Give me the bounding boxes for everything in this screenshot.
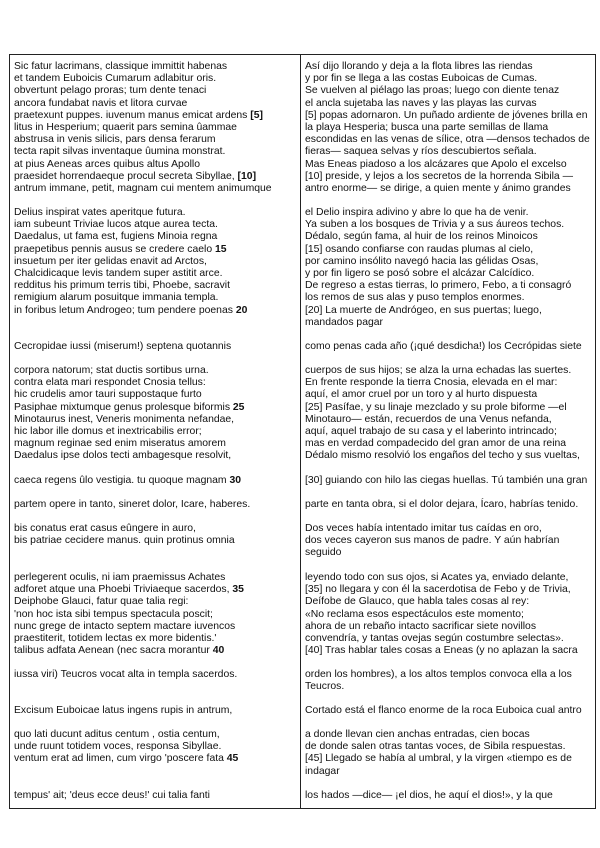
latin-line: nunc grege de intacto septem mactare iuvencos [14,620,236,632]
spanish-line: En frente responde la tierra Cnosia, elevada en el mar: [305,377,558,389]
latin-line: contra elata mari respondet Cnosia tellus: [14,377,206,389]
latin-line: corpora natorum; stat ductis sortibus urna. [14,365,209,376]
spanish-line: parte en tanta obra, si el dolor dejara, Ícaro, habrías tenido. [305,499,579,510]
spanish-line: los remos de sus alas y puso templos enormes. [305,292,525,304]
latin-line: 'non hoc ista sibi tempus spectacula poscit; [14,608,213,620]
latin-segment [14,499,296,511]
spanish-line: orden los hombres), a los altos templos convoca ella a los Teucros. [305,669,572,693]
spanish-line: Mas Eneas piadoso a los alcázares que Apolo el excelso [305,158,567,170]
latin-line: Cecropidae iussi (miserum!) septena quotannis [14,341,232,352]
latin-line: litus in Hesperium; quaerit pars semina ûammae [14,122,237,134]
spanish-column [301,55,596,809]
segment-gap [305,657,591,669]
spanish-line: el ancla sujetaba las naves y las playas las curvas [305,97,537,109]
segment-gap [14,560,296,572]
spanish-line: dos veces cayeron sus manos de padre. Y aún habrían seguido [305,535,560,559]
spanish-line: Deífobe de Glauco, que habla tales cosas al rey: [305,596,530,608]
spanish-line: Cortado está el flanco enorme de la roca Euboica cual antro [305,705,582,716]
verse-number: 35 [232,584,244,596]
latin-line: tecta rapit silvas inventaque ûumina monstrat. [14,146,226,158]
spanish-line: leyendo todo con sus ojos, si Acates ya, enviado delante, [305,572,569,583]
spanish-line: convendría, y tantas ovejas según costumbre selectas». [305,633,564,645]
verse-number: [5] [250,109,263,121]
segment-gap [14,329,296,341]
verse-number: 45 [226,753,239,765]
segment-gap [305,778,591,790]
spanish-segment [305,341,591,353]
segment-gap [14,657,296,669]
latin-line: Deiphobe Glauci, fatur quae talia regi: [14,596,189,608]
segment-gap [14,717,296,729]
latin-segment [14,705,296,717]
latin-line: Minotaurus inest, Veneris monimenta nefandae, [14,413,235,425]
spanish-line: aquí, el amor cruel por un toro y al hurto dispuesta [305,389,538,401]
latin-segment [14,61,296,195]
text-row [10,55,596,809]
latin-line: iussa viri) Teucros vocat alta in templa sacerdos. [14,669,238,680]
spanish-line: como penas cada año (¡qué desdicha!) los Cecrópidas siete [305,341,582,352]
latin-line: at pius Aeneas arces quibus altus Apollo [14,158,201,170]
spanish-line: y por fin se llega a las costas Euboicas de Cumas. [305,73,538,85]
segment-gap [305,353,591,365]
spanish-line: Así dijo llorando y deja a la flota libres las riendas [305,61,533,72]
spanish-line: de donde salen otras tantas voces, de Sibila respuestas. [305,741,566,753]
segment-gap [305,511,591,523]
spanish-line: Se vuelven al piélago las proas; luego con diente tenaz [305,85,560,97]
segment-gap [305,329,591,341]
latin-column [10,55,301,809]
latin-line: Sic fatur lacrimans, classique immittit habenas [14,61,228,72]
segment-gap [305,487,591,499]
spanish-line: [10] preside, y lejos a los secretos de la horrenda Sibila —antro enorme— se dirige, a quien mente y ánimo grandes [305,170,573,195]
latin-line: praepetibus pennis ausus se credere caelo 15 [14,243,227,255]
latin-line: quo lati ducunt aditus centum , ostia centum, [14,729,220,740]
spanish-line: [20] La muerte de Andrógeo, en sus puertas; luego, mandados pagar [305,304,542,328]
latin-line: praesidet horrendaeque procul secreta Sibyllae, [10] [14,170,257,182]
segment-gap [305,463,591,475]
document-page [9,54,589,809]
latin-line: Chalcidicaque levis tandem super astitit arce. [14,268,223,280]
latin-line: Excisum Euboicae latus ingens rupis in antrum, [14,705,233,716]
latin-line: perlegerent oculis, ni iam praemissus Achates [14,572,226,583]
spanish-segment [305,61,591,195]
spanish-line: «No reclama esos espectáculos este momento; [305,608,524,620]
latin-line: caeca regens ûlo vestigia. tu quoque magnam 30 [14,475,242,486]
spanish-segment [305,207,591,329]
segment-gap [305,195,591,207]
latin-line: bis conatus erat casus eûngere in auro, [14,523,196,534]
spanish-line: [40] Tras hablar tales cosas a Eneas (y no aplazan la sacra [305,645,578,657]
spanish-line: a donde llevan cien anchas entradas, cien bocas [305,729,530,740]
spanish-segment [305,365,591,463]
spanish-line: Dédalo mismo resolvió los engaños del techo y sus vueltas, [305,450,580,462]
latin-line: partem opere in tanto, sineret dolor, Icare, haberes. [14,499,251,510]
spanish-segment [305,475,591,487]
latin-line: obvertunt pelago proras; tum dente tenaci [14,85,207,97]
spanish-line: el Delio inspira adivino y abre lo que ha de venir. [305,207,529,218]
latin-line: magnum reginae sed enim miseratus amorem [14,438,226,450]
segment-gap [14,487,296,499]
latin-line: abstrusa in venis silicis, pars densa ferarum [14,134,216,146]
spanish-line: aquí, aquel trabajo de su casa y el laberinto intrincado; [305,426,557,438]
verse-number: 25 [232,401,245,413]
spanish-line: mas en verdad compadecido del gran amor de una reina [305,438,567,450]
verse-number: [10] [237,170,257,182]
segment-gap [14,195,296,207]
latin-line: praetexunt puppes. iuvenum manus emicat ardens [5] [14,109,263,121]
spanish-line: Dos veces había intentado imitar tus caídas en oro, [305,523,542,534]
spanish-line: Dédalo, según fama, al huir de los reinos Minoicos [305,231,538,243]
spanish-line: [15] osando confiarse con raudas plumas al cielo, [305,243,534,255]
spanish-line: por camino insólito navegó hacia las gélidas Osas, [305,255,539,267]
spanish-line: [30] guiando con hilo las ciegas huellas. Tú también una gran [305,475,588,486]
verse-number: 30 [229,475,242,486]
latin-line: adforet atque una Phoebi Triviaeque sacerdos, 35 [14,584,244,596]
latin-segment [14,207,296,329]
spanish-segment [305,705,591,717]
segment-gap [305,560,591,572]
latin-line: Daedalus, ut fama est, fugiens Minoia regna [14,231,218,243]
spanish-line: [35] no llegara y con él la sacerdotisa de Febo y de Trivia, [305,584,571,596]
latin-segment [14,729,296,778]
bilingual-table [9,54,596,809]
segment-gap [305,693,591,705]
spanish-line: y por fin ligero se posó sobre el alcázar Calcídico. [305,268,535,280]
spanish-line: [5] popas adornaron. Un puñado ardiente de jóvenes brilla en la playa Hesperia; busca una parte semillas de llama escondidas en las venas de sílice, otra —densos techados de fieras— saquea selvas y ríos descubiertos señala. [305,109,590,158]
latin-line: tempus' ait; 'deus ecce deus!' cui talia fanti [14,790,210,801]
segment-gap [305,717,591,729]
latin-line: unde ruunt totidem voces, responsa Sibyllae. [14,741,222,753]
spanish-line: los hados —dice— ¡el dios, he aquí el dios!», y la que [305,790,553,801]
latin-line: et tandem Euboicis Cumarum adlabitur oris. [14,73,217,85]
latin-line: bis patriae cecidere manus. quin protinus omnia [14,535,235,547]
table-body [10,55,596,809]
latin-segment [14,790,296,802]
latin-line: remigium alarum posuitque immania templa. [14,292,219,304]
latin-segment [14,365,296,463]
spanish-segment [305,572,591,657]
latin-line: Daedalus ipse dolos tecti ambagesque resolvit, [14,450,232,462]
latin-line: redditus his primum terris tibi, Phoebe, sacravit [14,280,230,292]
latin-line: talibus adfata Aenean (nec sacra morantur 40 [14,645,225,657]
latin-line: antrum immane, petit, magnam cui mentem animumque [14,183,272,195]
latin-segment [14,572,296,657]
latin-segment [14,669,296,693]
latin-line: hic crudelis amor tauri suppostaque furto [14,389,202,401]
latin-line: ventum erat ad limen, cum virgo 'poscere fata 45 [14,753,239,765]
latin-line: in foribus letum Androgeo; tum pendere poenas 20 [14,304,248,316]
latin-line: insuetum per iter gelidas enavit ad Arctos, [14,255,207,267]
verse-number: 20 [235,304,248,316]
spanish-line: [25] Pasífae, y su linaje mezclado y su prole biforme —el Minotauro— están, recuerdos de una Venus nefanda, [305,401,567,425]
spanish-line: De regreso a estas tierras, lo primero, Febo, a ti consagró [305,280,572,292]
spanish-segment [305,729,591,778]
segment-gap [14,463,296,475]
latin-segment [14,523,296,560]
verse-number: 40 [212,645,225,657]
latin-line: praestiterit, totidem lectas ex more bidentis.' [14,633,217,645]
spanish-segment [305,499,591,511]
spanish-segment [305,669,591,693]
spanish-segment [305,523,591,560]
latin-line: Pasiphae mixtumque genus prolesque biformis 25 [14,401,245,413]
verse-number: 15 [215,243,227,255]
spanish-line: cuerpos de sus hijos; se alza la urna echadas las suertes. [305,365,572,376]
spanish-line: ahora de un rebaño intacto sacrificar siete novillos [305,620,537,632]
spanish-line: Ya suben a los bosques de Trivia y a sus áureos techos. [305,219,565,231]
latin-line: hic labor ille domus et inextricabilis error; [14,426,202,438]
latin-line: iam subeunt Triviae lucos atque aurea tecta. [14,219,218,231]
segment-gap [14,511,296,523]
latin-segment [14,341,296,353]
spanish-line: [45] Llegado se había al umbral, y la virgen «tiempo es de indagar [305,753,572,777]
spanish-segment [305,790,591,802]
segment-gap [14,693,296,705]
latin-segment [14,475,296,487]
latin-line: ancora fundabat navis et litora curvae [14,97,188,109]
segment-gap [14,778,296,790]
segment-gap [14,353,296,365]
latin-line: Delius inspirat vates aperitque futura. [14,207,186,218]
